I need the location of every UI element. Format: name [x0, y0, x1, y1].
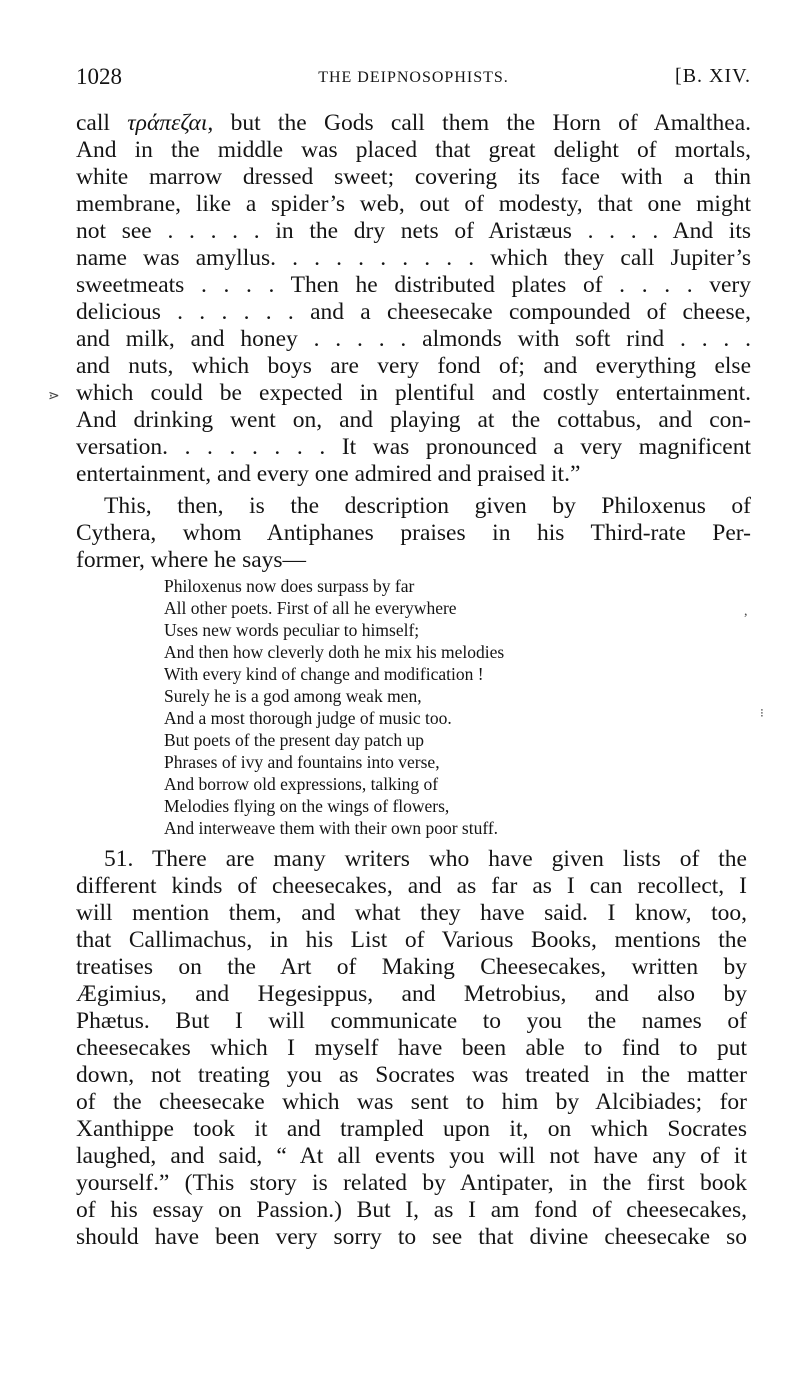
verse-line: Melodies flying on the wings of flowers,	[164, 796, 450, 816]
text-line: Xanthippe took it and trampled upon it, on which Socrates	[76, 1116, 747, 1142]
margin-mark: ,	[744, 604, 748, 619]
verse-line: All other poets. First of all he everywhere	[164, 598, 457, 618]
text-line: former, where he says—	[76, 547, 307, 573]
text-line: of his essay on Passion.) But I, as I am fond of cheesecakes,	[76, 1197, 747, 1223]
verse-line: And then how cleverly doth he mix his melodies	[164, 642, 505, 662]
text-line: name was amyllus. . . . . . . . . . which they call Jupiter’s	[76, 245, 751, 271]
verse-line: But poets of the present day patch up	[164, 730, 425, 750]
text-line: different kinds of cheesecakes, and as far as I can recollect, I	[76, 873, 747, 899]
running-header	[76, 64, 751, 98]
text-line: cheesecakes which I myself have been able to find to put	[76, 1035, 747, 1061]
text-line: 51. There are many writers who have given lists of the	[104, 846, 747, 872]
text-line: Cythera, whom Antiphanes praises in his Third-rate Per-	[76, 520, 751, 546]
verse-line: And interweave them with their own poor stuff.	[164, 818, 499, 838]
text-line: will mention them, and what they have said. I know, too,	[76, 900, 747, 926]
text-line: This, then, is the description given by Philoxenus of	[104, 493, 751, 519]
text-line: treatises on the Art of Making Cheesecakes, written by	[76, 954, 747, 980]
running-title: THE DEIPNOSOPHISTS.	[318, 69, 509, 86]
verse-line: Phrases of ivy and fountains into verse,	[164, 752, 440, 772]
verse-line: With every kind of change and modification !	[164, 664, 484, 684]
text-line: And in the middle was placed that great delight of mortals,	[76, 137, 751, 163]
margin-mark: ⁝	[760, 706, 764, 720]
text-line: down, not treating you as Socrates was treated in the matter	[76, 1062, 747, 1088]
text-line	[76, 110, 751, 137]
verse-line: Surely he is a god among weak men,	[164, 686, 422, 706]
text-line: not see . . . . . in the dry nets of Aristæus . . . . And its	[76, 218, 751, 244]
text-fragment: call	[76, 110, 128, 136]
page-number: 1028	[76, 64, 122, 89]
text-line: sweetmeats . . . . Then he distributed plates of . . . . very	[76, 272, 751, 298]
text-line: membrane, like a spider’s web, out of modesty, that one might	[76, 191, 751, 217]
verse-line: And borrow old expressions, talking of	[164, 774, 439, 794]
text-line: of the cheesecake which was sent to him by Alcibiades; for	[76, 1089, 747, 1115]
text-line: that Callimachus, in his List of Various Books, mentions the	[76, 927, 747, 953]
text-line: yourself.” (This story is related by Antipater, in the first book	[76, 1170, 747, 1196]
text-line: delicious . . . . . . and a cheesecake compounded of cheese,	[76, 299, 751, 325]
margin-mark: ⋗	[48, 389, 60, 404]
text-line: versation. . . . . . . . It was pronounced a very magnificent	[76, 434, 751, 460]
greek-word: τράπεζαι,	[127, 110, 214, 136]
text-line: Phætus. But I will communicate to you the names of	[76, 1008, 747, 1034]
text-line: entertainment, and every one admired and praised it.”	[76, 461, 581, 487]
text-fragment: but the Gods call them the Horn of Amalthea.	[213, 110, 752, 136]
book-reference: [B. XIV.	[675, 65, 751, 87]
verse-line: Uses new words peculiar to himself;	[164, 620, 420, 640]
text-line: which could be expected in plentiful and costly entertainment.	[76, 380, 751, 406]
text-line: white marrow dressed sweet; covering its face with a thin	[76, 164, 751, 190]
text-line: and nuts, which boys are very fond of; and everything else	[76, 353, 751, 379]
text-line: should have been very sorry to see that divine cheesecake so	[76, 1224, 747, 1250]
text-line: Ægimius, and Hegesippus, and Metrobius, and also by	[76, 981, 747, 1007]
verse-line: Philoxenus now does surpass by far	[164, 576, 415, 596]
text-line: and milk, and honey . . . . . almonds with soft rind . . . .	[76, 326, 751, 352]
text-line: And drinking went on, and playing at the cottabus, and con-	[76, 407, 751, 433]
verse-line: And a most thorough judge of music too.	[164, 708, 452, 728]
text-line: laughed, and said, “ At all events you will not have any of it	[76, 1143, 747, 1169]
